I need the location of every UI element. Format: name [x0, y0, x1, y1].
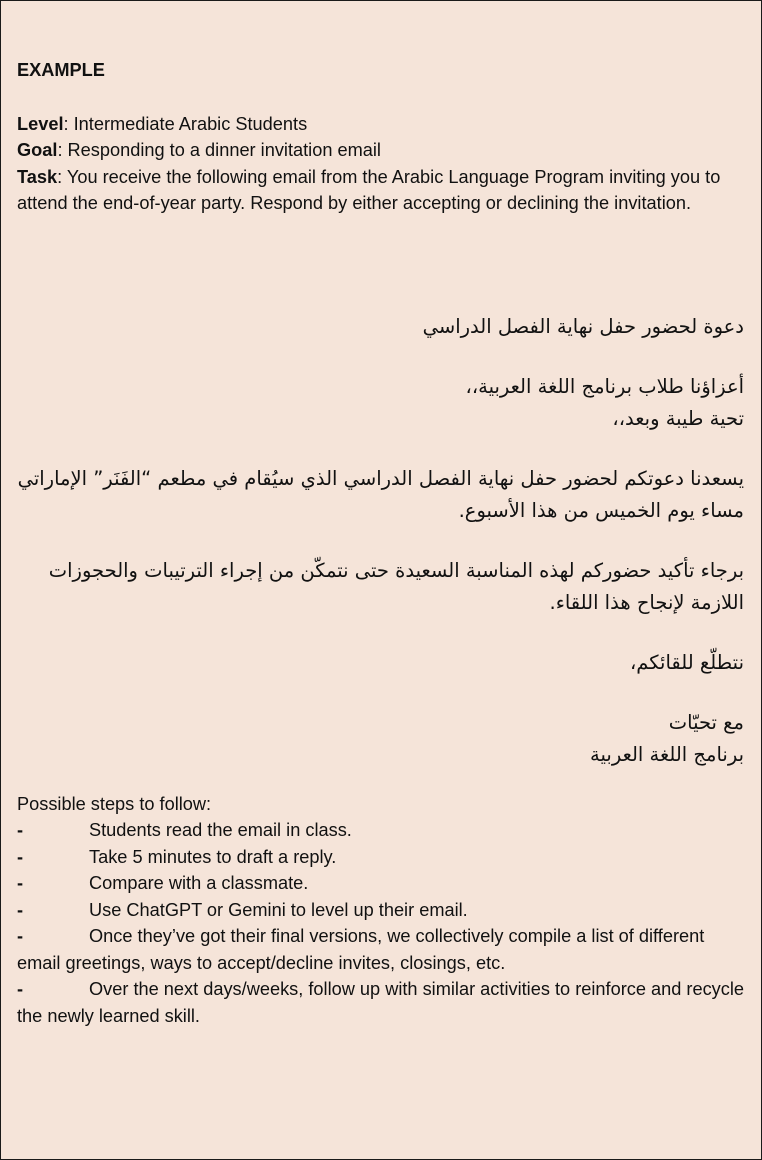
- email-salutation: أعزاؤنا طلاب برنامج اللغة العربية،،: [465, 374, 744, 398]
- step-item: [17, 844, 745, 871]
- step-bullet: -: [17, 873, 24, 893]
- level-value: : Intermediate Arabic Students: [63, 113, 308, 134]
- step-bullet: -: [17, 979, 24, 999]
- step-text: Students read the email in class.: [89, 820, 352, 840]
- step-text: Once they’ve got their final versions, we collectively compile a list of different email greetings, ways to accept/decline invites, closings, etc.: [17, 926, 705, 973]
- step-text: Take 5 minutes to draft a reply.: [89, 846, 337, 867]
- step-text: Compare with a classmate.: [89, 873, 309, 893]
- steps-heading: Possible steps to follow:: [17, 793, 212, 814]
- level-label: Level: [17, 113, 64, 134]
- email-body-paragraph-2: برجاء تأكيد حضوركم لهذه المناسبة السعيدة حتى نتمكّن من إجراء الترتيبات والحجوزات اللازمة لإنجاح هذا اللقاء.: [48, 558, 744, 614]
- level-line: [17, 111, 745, 138]
- goal-value: : Responding to a dinner invitation email: [57, 140, 381, 160]
- step-bullet: -: [17, 926, 24, 946]
- step-item: [17, 870, 745, 897]
- task-value: : You receive the following email from the Arabic Language Program inviting you to attend the end-of-year party. Respond by either accepting or declining the invitation.: [17, 166, 721, 213]
- email-subject: دعوة لحضور حفل نهاية الفصل الدراسي: [422, 314, 744, 338]
- step-item: [17, 817, 745, 844]
- email-signature: برنامج اللغة العربية: [590, 742, 744, 766]
- email-signoff: مع تحيّات: [668, 710, 744, 734]
- goal-label: Goal: [17, 140, 58, 160]
- step-text: Use ChatGPT or Gemini to level up their email.: [89, 899, 468, 920]
- step-bullet: -: [17, 899, 24, 920]
- step-text: Over the next days/weeks, follow up with similar activities to reinforce and recycle the newly learned skill.: [17, 979, 745, 1026]
- goal-line: [17, 137, 745, 164]
- step-bullet: -: [17, 820, 24, 840]
- step-item: [17, 897, 745, 924]
- example-title: EXAMPLE: [17, 60, 105, 80]
- step-item: [17, 923, 745, 976]
- email-greeting: تحية طيبة وبعد،،: [612, 406, 744, 430]
- email-body-paragraph-1: يسعدنا دعوتكم لحضور حفل نهاية الفصل الدراسي الذي سيُقام في مطعم “الفَنَر” الإماراتي مساء يوم الخميس من هذا الأسبوع.: [17, 466, 744, 522]
- task-line: [17, 164, 745, 217]
- task-label: Task: [17, 166, 58, 187]
- step-bullet: -: [17, 846, 24, 867]
- step-item: [17, 976, 745, 1029]
- email-closing: نتطلّع للقائكم،: [629, 650, 744, 674]
